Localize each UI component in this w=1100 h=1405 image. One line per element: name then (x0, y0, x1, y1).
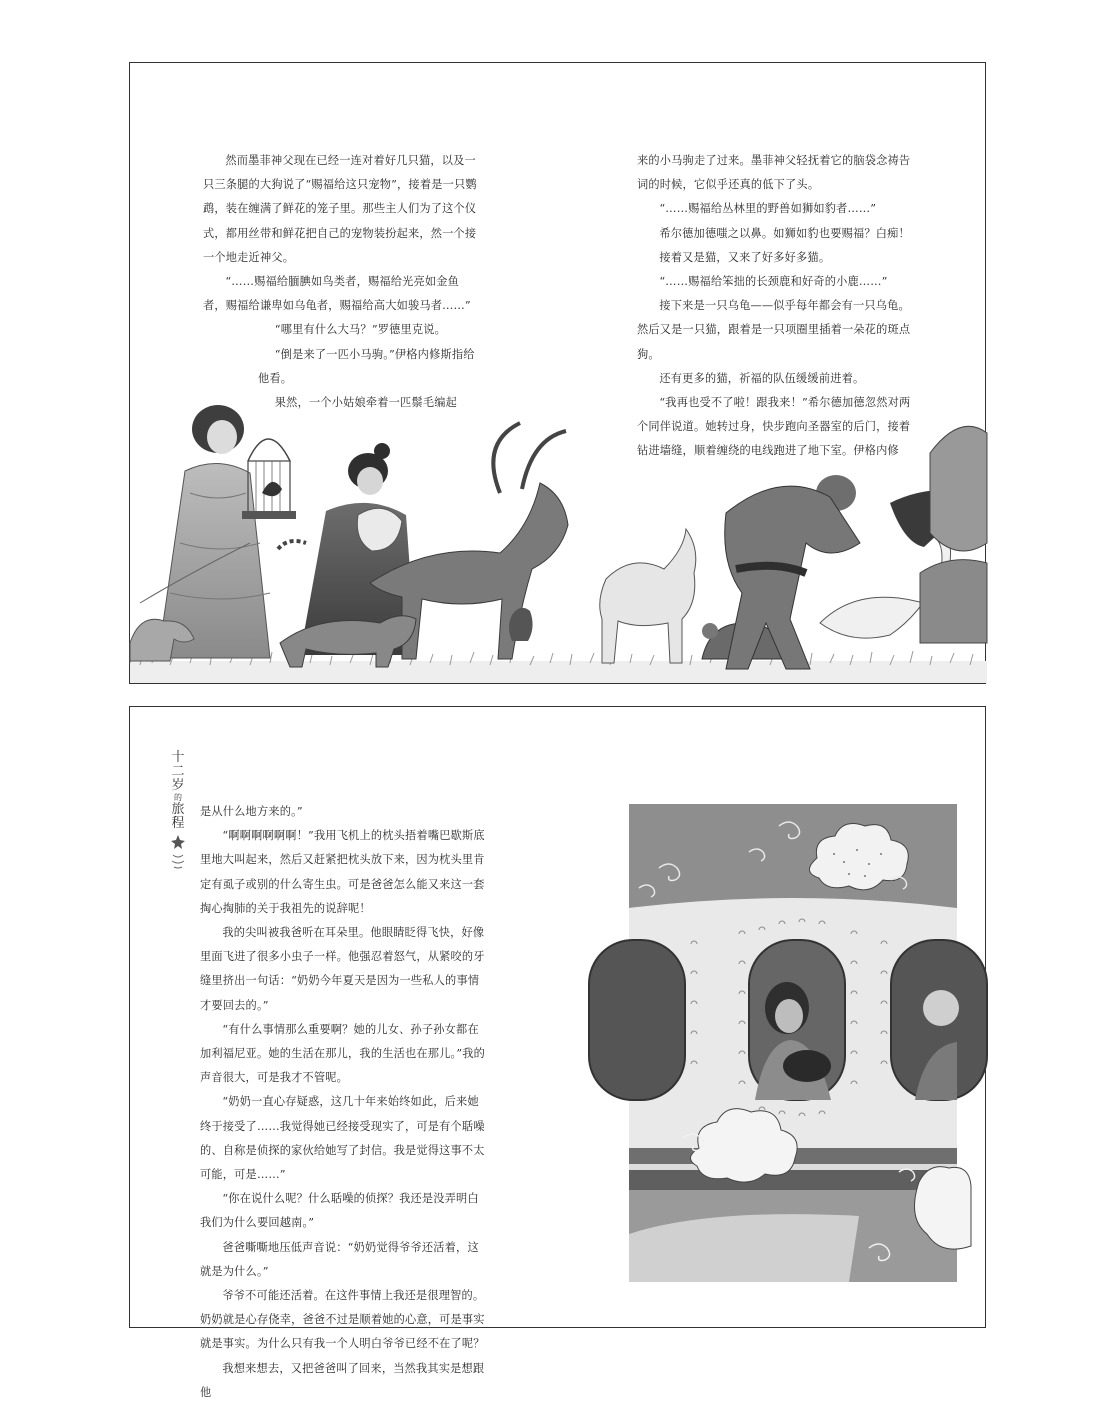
paragraph: “倒是来了一匹小马驹。”伊格内修斯指给他看。 (258, 347, 475, 385)
paragraph: 爸爸嘶嘶地压低声音说：“奶奶觉得爷爷还活着，这就是为什么。” (200, 1240, 479, 1278)
book-spread-bottom (129, 706, 986, 1399)
paragraph: “……赐福给笨拙的长颈鹿和好奇的小鹿……” (659, 275, 888, 289)
paragraph: 接下来是一只乌龟——似乎每年都会有一只乌龟。然后又是一只猫，跟着是一只项圈里插着一朵花的斑点狗。 (637, 299, 911, 361)
pet-blessing-procession-illustration (130, 393, 987, 683)
paragraph: “我再也受不了啦！跟我来！”希尔德加德忽然对两个同伴说道。她转过身，快步跑向圣器室的后门，接着钻进墙缝，顺着缠绕的电线跑进了地下室。伊格内修 (637, 396, 911, 458)
paragraph: “……赐福给腼腆如鸟类者，赐福给光亮如金鱼者，赐福给谦卑如乌龟者，赐福给高大如骏马者……” (203, 275, 471, 313)
running-head-book-title (168, 751, 188, 875)
running-head-top: 十二 (171, 750, 185, 779)
left-page-text (203, 149, 481, 415)
paragraph: “哪里有什么大马？”罗德里克说。 (274, 323, 447, 337)
book-spread-top (129, 62, 986, 684)
paragraph: 然而墨菲神父现在已经一连对着好几只猫，以及一只三条腿的大狗说了“赐福给这只宠物”，接着是一只鹦鹉，装在缠满了鲜花的笼子里。那些主人们为了这个仪式，都用丝带和鲜花把自己的宠物装扮起来，然一个接一个地走近神父。 (203, 154, 477, 264)
paragraph: “……赐福给丛林里的野兽如狮如豹者……” (659, 202, 877, 216)
paragraph: 我想来想去，又把爸爸叫了回来，当然我其实是想跟他 (200, 1361, 485, 1399)
paragraph: “你在说什么呢？什么聒噪的侦探？我还是没弄明白我们为什么要回越南。” (200, 1192, 479, 1230)
running-head-small: 的 (174, 793, 182, 802)
paragraph: “啊啊啊啊啊啊！”我用飞机上的枕头捂着嘴巴歇斯底里地大叫起来，然后又赶紧把枕头放下来，因为枕头里肯定有虱子或别的什么寄生虫。可是爸爸怎么能又来这一套掏心掏肺的关于我祖先的说辞呢！ (200, 829, 485, 915)
paragraph: “有什么事情那么重要啊？她的儿女、孙子孙女都在加利福尼亚。她的生活在那儿，我的生活也在那儿。”我的声音很大，可是我才不管呢。 (200, 1022, 486, 1085)
paragraph: “奶奶一直心存疑惑，这几十年来始终如此，后来她终于接受了……我觉得她已经接受现实了，可是有个聒噪的、自称是侦探的家伙给她写了封信。我是觉得这事不太可能，可是……” (200, 1095, 485, 1182)
paragraph: 来的小马驹走了过来。墨菲神父轻抚着它的脑袋念祷告词的时候，它似乎还真的低下了头。 (637, 154, 911, 192)
paragraph: 爷爷不可能还活着。在这件事情上我还是很理智的。奶奶就是心存侥幸，爸爸不过是顺着她的心意，可是事实就是事实。为什么只有我一个人明白爷爷已经不在了呢？ (200, 1289, 485, 1351)
airplane-illustration-svg (629, 804, 957, 1282)
paragraph: 接着又是猫，又来了好多好多猫。 (659, 250, 831, 264)
paragraph: 还有更多的猫，祈福的队伍缓缓前进着。 (659, 371, 865, 385)
running-head-mid: 岁 (171, 778, 185, 793)
left-page-text (200, 800, 490, 1405)
running-head-ornament-icon (169, 831, 187, 871)
paragraph: 我的尖叫被我爸听在耳朵里。他眼睛眨得飞快，好像里面飞进了很多小虫子一样。他强忍着怒气，从紧咬的牙缝里挤出一句话：“奶奶今年夏天是因为一些私人的事情才要回去的。” (200, 926, 485, 1012)
paragraph: 希尔德加德嗤之以鼻。如狮如豹也要赐福？白痴！ (659, 226, 910, 240)
paragraph: 是从什么地方来的。” (200, 805, 303, 818)
airplane-windows-illustration (629, 804, 957, 1282)
paragraph: 果然，一个小姑娘牵着一匹鬃毛编起 (274, 396, 457, 410)
running-head-bottom: 旅程 (171, 802, 185, 831)
